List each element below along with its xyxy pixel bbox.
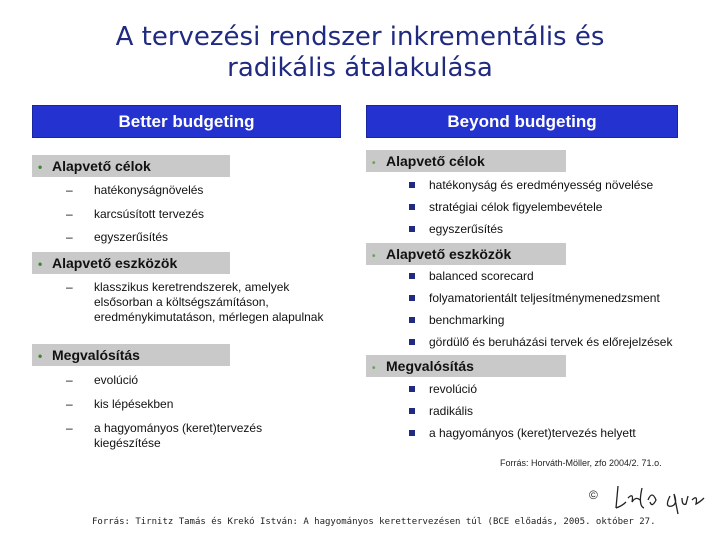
copyright-icon: © [589,488,598,502]
dash-icon: – [66,421,73,435]
dash-icon: – [66,183,73,197]
bullet-icon: • [38,257,43,271]
list-item-continuation: eredménykimutatáson, mérlegen alapulnak [94,310,324,324]
section-label: Alapvető célok [52,158,151,174]
right-section-tools [366,243,566,265]
item-text: stratégiai célok figyelembevétele [429,200,603,214]
item-text: evolúció [94,373,139,387]
left-section-goals [32,155,230,177]
square-bullet-icon [409,182,415,188]
item-text: karcsúsított tervezés [94,207,205,221]
square-bullet-icon [409,204,415,210]
bullet-icon: • [372,251,376,262]
bullet-icon: • [372,158,376,169]
list-item-continuation: kiegészítése [94,436,161,450]
list-item [66,373,139,387]
section-label: Megvalósítás [386,358,474,374]
list-item [429,313,504,327]
item-text: egyszerűsítés [94,230,169,244]
signature-icon [612,478,707,516]
list-item [66,421,263,435]
list-item [66,207,205,221]
footer-source: Forrás: Tirnitz Tamás és Krekó István: A hagyományos kerettervezésen túl (BCE előadás, 2005. október 27. [92,517,656,527]
item-text: gördülő és beruházási tervek és előrejelzések [429,335,673,349]
slide-title [60,22,660,84]
square-bullet-icon [409,273,415,279]
list-item [429,335,672,349]
dash-icon: – [66,280,73,294]
list-item [429,382,477,396]
bullet-icon: • [372,363,376,374]
item-text: revolúció [429,382,478,396]
item-text: egyszerűsítés [429,222,504,236]
dash-icon: – [66,207,73,221]
item-text: a hagyományos (keret)tervezés helyett [429,426,636,440]
list-item [429,291,660,305]
list-item [429,200,602,214]
square-bullet-icon [409,408,415,414]
list-item [66,280,290,294]
left-section-implementation [32,344,230,366]
dash-icon: – [66,397,73,411]
item-text: balanced scorecard [429,269,534,283]
dash-icon: – [66,230,73,244]
square-bullet-icon [409,386,415,392]
item-text: hatékonyságnövelés [94,183,204,197]
bullet-icon: • [38,160,43,174]
item-text: radikális [429,404,474,418]
title-line-2: radikális átalakulása [227,53,493,83]
section-label: Alapvető célok [386,153,485,169]
dash-icon: – [66,373,73,387]
item-text: kis lépésekben [94,397,174,411]
list-item [429,178,653,192]
left-section-tools [32,252,230,274]
square-bullet-icon [409,430,415,436]
bullet-icon: • [38,349,43,363]
better-budgeting-header: Better budgeting [32,105,341,138]
list-item [429,404,473,418]
source-citation: Forrás: Horváth-Möller, zfo 2004/2. 71.o. [500,458,662,468]
list-item [66,230,169,244]
right-section-goals [366,150,566,172]
section-label: Alapvető eszközök [386,246,512,262]
section-label: Megvalósítás [52,347,140,363]
list-item [66,183,204,197]
item-text: a hagyományos (keret)tervezés [94,421,263,435]
right-section-implementation [366,355,566,377]
section-label: Alapvető eszközök [52,255,178,271]
list-item [429,222,503,236]
square-bullet-icon [409,339,415,345]
list-item [429,269,534,283]
square-bullet-icon [409,317,415,323]
item-text: benchmarking [429,313,505,327]
list-item-continuation: elsősorban a költségszámításon, [94,295,269,309]
list-item [429,426,636,440]
square-bullet-icon [409,295,415,301]
list-item [66,397,174,411]
title-line-1: A tervezési rendszer inkrementális és [115,22,605,52]
item-text: hatékonyság és eredményesség növelése [429,178,654,192]
square-bullet-icon [409,226,415,232]
item-text: folyamatorientált teljesítménymenedzsment [429,291,660,305]
item-text: klasszikus keretrendszerek, amelyek [94,280,290,294]
beyond-budgeting-header: Beyond budgeting [366,105,678,138]
